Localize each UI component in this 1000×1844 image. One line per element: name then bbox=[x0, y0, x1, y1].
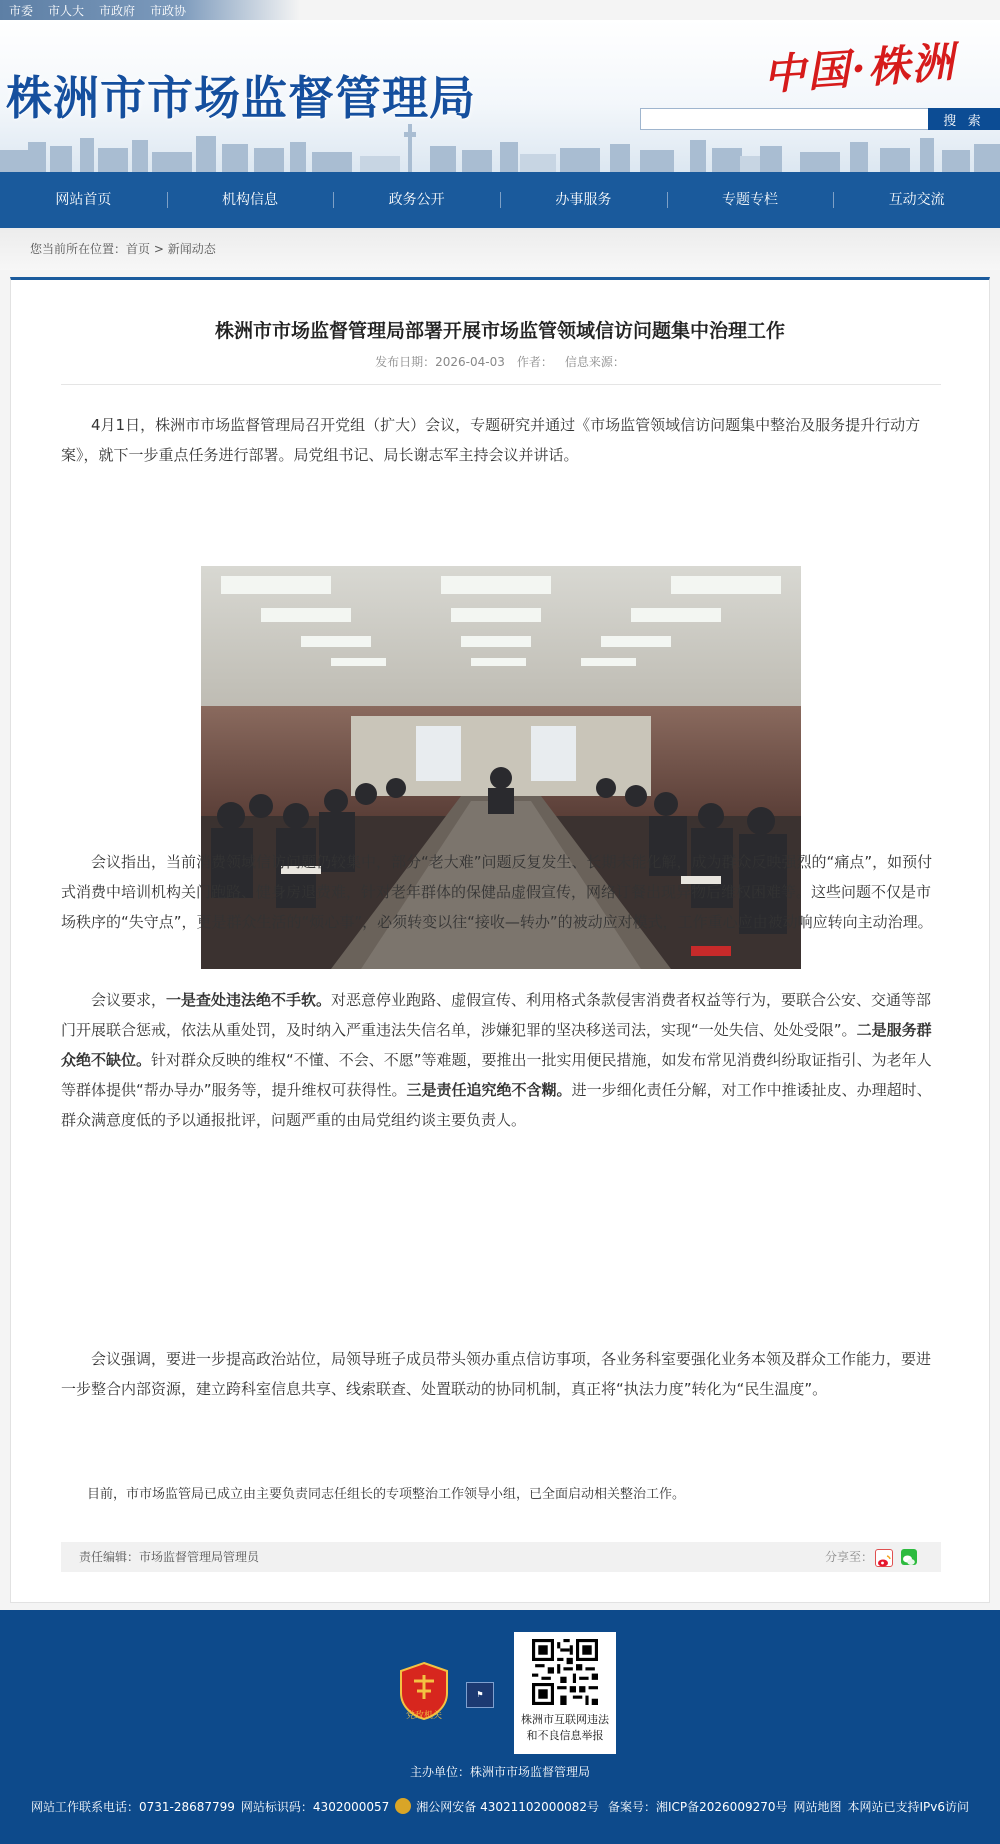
article-container bbox=[10, 277, 990, 1603]
p3-highlight-1: 一是查处违法绝不手软。 bbox=[166, 991, 332, 1009]
china-zhuzhou-logo: 中国·株洲 bbox=[762, 37, 958, 100]
host-organization: 主办单位：株洲市市场监督管理局 bbox=[409, 1765, 590, 1779]
nav-item-topics[interactable]: 专题专栏 bbox=[667, 172, 834, 228]
icp-record[interactable]: 备案号：湘ICP备2026009270号 bbox=[607, 1800, 788, 1814]
error-report-icon[interactable]: ⚑ bbox=[466, 1682, 494, 1708]
nav-item-gov-open[interactable]: 政务公开 bbox=[333, 172, 500, 228]
nav-item-interaction[interactable]: 互动交流 bbox=[833, 172, 1000, 228]
title-divider bbox=[61, 384, 941, 385]
sitemap-link[interactable]: 网站地图 bbox=[793, 1800, 842, 1814]
article-paragraph-1: 4月1日，株洲市市场监督管理局召开党组（扩大）会议，专题研究并通过《市场监管领域信访问题集中整治及服务提升行动方案》，就下一步重点任务进行部署。局党组书记、局长谢志军主持会议并讲话。 bbox=[61, 416, 921, 464]
top-link-shizhengxie[interactable]: 市政协 bbox=[150, 4, 187, 18]
top-link-shiwei[interactable]: 市委 bbox=[9, 4, 34, 18]
article-paragraph-5: 目前，市市场监管局已成立由主要负责同志任组长的专项整治工作领导小组，已全面启动相关整治工作。 bbox=[87, 1487, 686, 1502]
article-paragraph-3 bbox=[61, 985, 941, 1135]
nav-item-org-info[interactable]: 机构信息 bbox=[167, 172, 334, 228]
qr-caption-line-2: 和不良信息举报 bbox=[526, 1729, 604, 1742]
breadcrumb bbox=[0, 228, 1000, 270]
p3-highlight-3: 三是责任追究绝不含糊。 bbox=[406, 1081, 572, 1099]
p3-part-c: 对恶意停业跑路、虚假宣传、利用格式条款侵害消费者权益等行为，要联合公安、交通等部门开展联合惩戒，依法从重处罚，及时纳入严重违法失信名单，涉嫌犯罪的坚决移送司法，实现“一处失信、处处受限”。 bbox=[61, 991, 932, 1039]
qr-code-icon bbox=[532, 1639, 598, 1705]
ipv6-notice: 本网站已支持IPv6访问 bbox=[847, 1800, 970, 1814]
p3-part-a: 会议要求， bbox=[91, 991, 167, 1009]
site-title: 株洲市市场监督管理局 bbox=[6, 71, 476, 125]
badge-caption: 党政机关 bbox=[405, 1711, 442, 1721]
top-link-shirenda[interactable]: 市人大 bbox=[48, 4, 85, 18]
article-paragraph-2: 会议指出，当前消费领域信访问题仍较集中，部分“老大难”问题反复发生、长期未能化解，成为群众反映强烈的“痛点”，如预付式消费中培训机构关门跑路、健身房退费难，针对老年群体的保健品虚假宣传，网络订餐出现异物后维权困难等。这些问题不仅是市场秩序的“失守点”，更是群众生活的“烦心事”，必须转变以往“接收—转办”的被动应对模式，工作重心应由被动响应转向主动治理。 bbox=[61, 853, 933, 931]
article-title: 株洲市市场监督管理局部署开展市场监管领域信访问题集中治理工作 bbox=[214, 320, 785, 342]
contact-phone: 网站工作联系电话：0731-28687799 bbox=[30, 1800, 235, 1814]
footer-info-line bbox=[0, 1798, 1000, 1815]
top-link-shizhengfu[interactable]: 市政府 bbox=[99, 4, 136, 18]
author-label: 作者： bbox=[516, 355, 553, 369]
breadcrumb-current[interactable]: 新闻动态 bbox=[167, 242, 216, 256]
article-paragraph-4: 会议强调，要进一步提高政治站位，局领导班子成员带头领办重点信访事项，各业务科室要强化业务本领及群众工作能力，要进一步整合内部资源，建立跨科室信息共享、线索联查、处置联动的协同机制，真正将“执法力度”转化为“民生温度”。 bbox=[61, 1350, 932, 1398]
publish-date: 发布日期：2026-04-03 bbox=[375, 355, 505, 369]
wechat-share-icon[interactable] bbox=[901, 1549, 917, 1565]
main-nav bbox=[0, 172, 1000, 228]
p3-highlight-2: 二是服务群众绝不缺位。 bbox=[61, 1021, 932, 1069]
nav-item-home[interactable]: 网站首页 bbox=[55, 192, 112, 208]
share-label: 分享至： bbox=[824, 1550, 873, 1564]
article-meta bbox=[11, 353, 989, 370]
breadcrumb-home[interactable]: 首页 bbox=[126, 242, 151, 256]
editor-bar bbox=[61, 1542, 941, 1572]
p3-part-g: 进一步细化责任分解，对工作中推诿扯皮、办理超时、群众满意度低的予以通报批评，问题严重的由局党组约谈主要负责人。 bbox=[61, 1081, 932, 1129]
top-links-bar bbox=[0, 0, 1000, 20]
police-record-text: 湘公网安备 43021102000082号 bbox=[416, 1800, 599, 1814]
search-input[interactable] bbox=[640, 108, 934, 130]
qr-code-box[interactable] bbox=[514, 1632, 616, 1754]
p3-part-e: 针对群众反映的维权“不懂、不会、不愿”等难题，要推出一批实用便民措施，如发布常见消费纠纷取证指引、为老年人等群体提供“帮办导办”服务等，提升维权可获得性。 bbox=[61, 1051, 932, 1099]
site-code: 网站标识码：4302000057 bbox=[240, 1800, 390, 1814]
weibo-share-icon[interactable] bbox=[875, 1549, 893, 1567]
police-badge-icon bbox=[395, 1798, 411, 1814]
search-button[interactable]: 搜 索 bbox=[928, 108, 1000, 130]
qr-caption-line-1: 株洲市互联网违法 bbox=[521, 1713, 609, 1726]
breadcrumb-prefix: 您当前所在位置： bbox=[30, 242, 127, 256]
site-footer bbox=[0, 1610, 1000, 1844]
breadcrumb-separator: > bbox=[150, 242, 168, 256]
header-banner bbox=[0, 20, 1000, 172]
source-label: 信息来源： bbox=[564, 355, 625, 369]
search-bar bbox=[640, 108, 1000, 130]
qr-caption bbox=[514, 1712, 616, 1744]
responsible-editor: 责任编辑：市场监督管理局管理员 bbox=[79, 1550, 260, 1564]
police-record[interactable] bbox=[395, 1800, 602, 1814]
nav-item-services[interactable]: 办事服务 bbox=[500, 172, 667, 228]
